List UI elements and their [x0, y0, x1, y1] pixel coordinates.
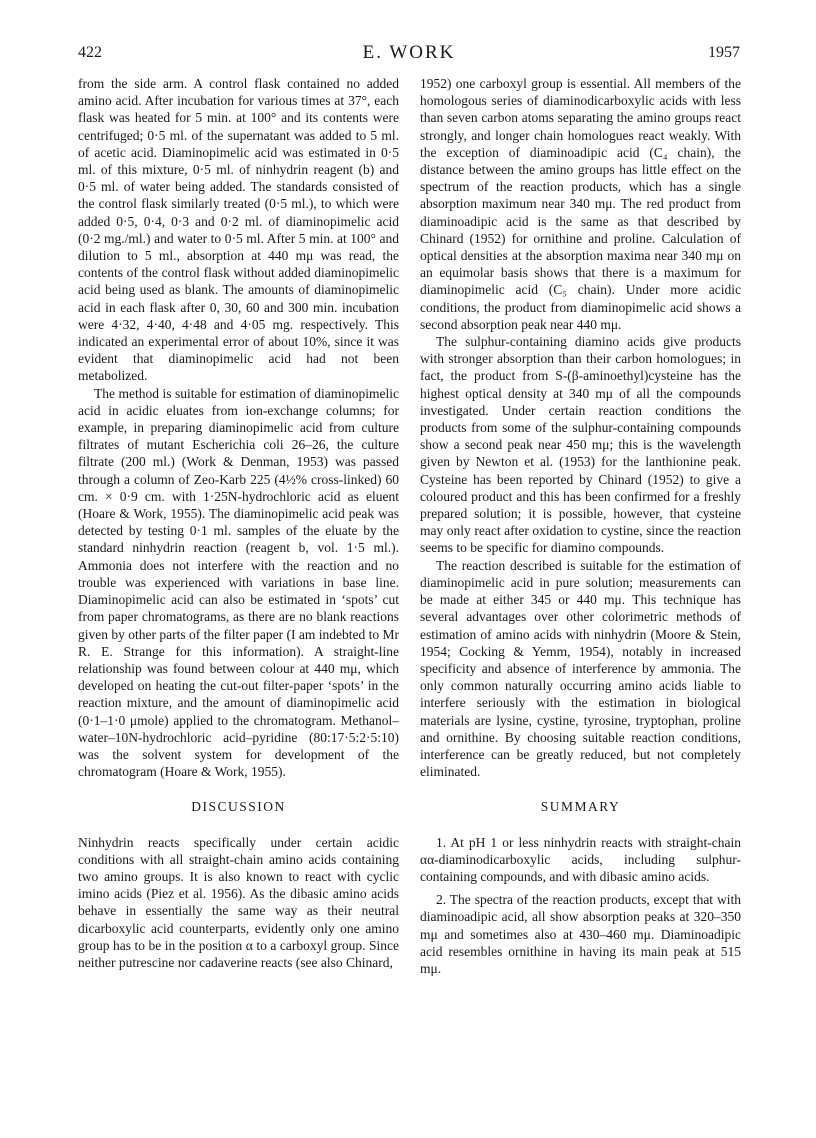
running-title: E. WORK	[362, 42, 456, 63]
discussion-heading: DISCUSSION	[191, 799, 286, 815]
summary-item-2: 2. The spectra of the reaction products, except that with diaminoadipic acid, all show absorption peaks at 320–350 mμ and sometimes also at 430–460 mμ. Diaminoadipic acid resembles ornithine in having its main peak at 515 mμ.	[420, 892, 741, 976]
discussion-paragraph-estimation: The reaction described is suitable for the estimation of diaminopimelic acid in pure solution; measurements can be made at either 345 or 440 mμ. This technique has several advantages over other colorimetric methods of estimation of amino acids with ninhydrin (Moore & Stein, 1954; Cocking & Yemm, 1954), notably in increased specificity and absence of interference by ammonia. The only common naturally occurring amino acids liable to interfere seriously with the estimation in biological materials are lysine, cystine, tyrosine, tryptophan, proline and ornithine. By choosing suitable reaction conditions, interference can be greatly reduced, but not completely eliminated.	[420, 557, 741, 780]
year: 1957	[708, 44, 740, 61]
discussion-paragraph-sulphur: The sulphur-containing diamino acids give products with stronger absorption than their carbon homologues; in fact, the product from S-(β-aminoethyl)cysteine has the highest optical density at 340 mμ of all the compounds investigated. Under certain reaction conditions the products from some of the sulphur-containing compounds show a second peak near 450 mμ; this is the wavelength given by Newton et al. (1953) for the lanthionine peak. Cysteine has been reported by Chinard (1952) to give a coloured product and this has been confirmed for a freshly prepared solution; it is possible, however, that cysteine may only react after oxidation to cystine, since the reaction seems to be specific for diamino compounds.	[420, 334, 741, 556]
methods-paragraph-continued: from the side arm. A control flask contained no added amino acid. After incubation for various times at 37°, each flask was heated for 5 min. at 100° and its contents were centrifuged; 0·5 ml. of the supernatant was added to 5 ml. of acetic acid. Diaminopimelic acid was estimated in 0·5 ml. of this mixture, 0·5 ml. of ninhydrin reagent (b) and 0·5 ml. of water being added. The standards consisted of the control flask similarly treated (0·5 ml.), to which were added 0·5, 0·4, 0·3 and 0·2 ml. of diaminopimelic acid (0·2 mg./ml.) and water to 0·5 ml. After 5 min. at 100° and dilution to 5 ml., absorption at 440 mμ was read, the contents of the control flask without added diaminopimelic acid being used as blank. The amounts of diaminopimelic acid in each flask after 0, 30, 60 and 300 min. incubation were 4·32, 4·40, 4·48 and 4·05 mg. respectively. This indicated an experimental error of about 10%, since it was evident that diaminopimelic acid had not been metabolized.	[78, 76, 399, 384]
summary-item-1: 1. At pH 1 or less ninhydrin reacts with straight-chain αα-diaminodicarboxylic acids, including sulphur-containing compounds, and with dibasic amino acids.	[420, 834, 741, 884]
left-column	[78, 75, 399, 971]
page-number: 422	[78, 44, 102, 61]
summary-heading: SUMMARY	[540, 799, 621, 815]
discussion-paragraph-1: Ninhydrin reacts specifically under certain acidic conditions with all straight-chain amino acids containing two amino groups. It is also known to react with cyclic imino acids (Piez et al. 1956). As the dibasic amino acids behave in essentially the same way as their neutral dicarboxylic acid counterparts, evidently only one amino group has to be in the position α to a carboxyl group. Since neither putrescine nor cadaverine reacts (see also Chinard,	[78, 834, 399, 970]
running-header	[78, 44, 740, 68]
methods-paragraph-ion-exchange: The method is suitable for estimation of diaminopimelic acid in acidic eluates from ion-exchange columns; for example, in preparing diaminopimelic acid from culture filtrates of mutant Escherichia coli 26–26, the culture filtrate (200 ml.) (Work & Denman, 1953) was passed through a column of Zeo-Karb 225 (4½% cross-linked) 60 cm. × 0·9 cm. with 1·25N-hydrochloric acid as eluent (Hoare & Work, 1955). The diaminopimelic acid peak was detected by testing 0·1 ml. samples of the eluate by the standard ninhydrin reaction (reagent b, vol. 1·5 ml.). Ammonia does not interfere with the reaction and no trouble was experienced with variations in base line. Diaminopimelic acid can also be estimated in ‘spots’ cut from paper chromatograms, as there are no blank reactions given by other parts of the filter paper (I am indebted to Mr R. E. Strange for this information). A straight-line relationship was found between colour at 440 mμ, which developed on heating the cut-out filter-paper ‘spots’ in the reaction mixture, and the amount of diaminopimelic acid (0·1–1·0 μmole) applied to the chromatogram. Methanol–water–10N-hydrochloric acid–pyridine (80:17·5:2·5:10) was the solvent system for development of the chromatogram (Hoare & Work, 1955).	[78, 385, 399, 780]
right-column	[420, 75, 741, 983]
discussion-paragraph-1-continued: 1952) one carboxyl group is essential. All members of the homologous series of diaminodicarboxylic acids with less than seven carbon atoms separating the amino groups react strongly, and longer chain homologues react weakly. With the exception of diaminoadipic acid (C₄ chain), the distance between the amino groups has little effect on the spectrum of the reaction products, which has a single absorption maximum near 340 mμ. The red product from diaminoadipic acid is the same as that described by Chinard (1952) for ornithine and proline. Calculation of optical densities at the absorption maxima near 340 mμ on an equimolar basis shows that there is a maximum for diaminopimelic acid (C₅ chain). Under more acidic conditions, the product from diaminopimelic acid shows a second absorption peak near 440 mμ.	[420, 76, 741, 332]
